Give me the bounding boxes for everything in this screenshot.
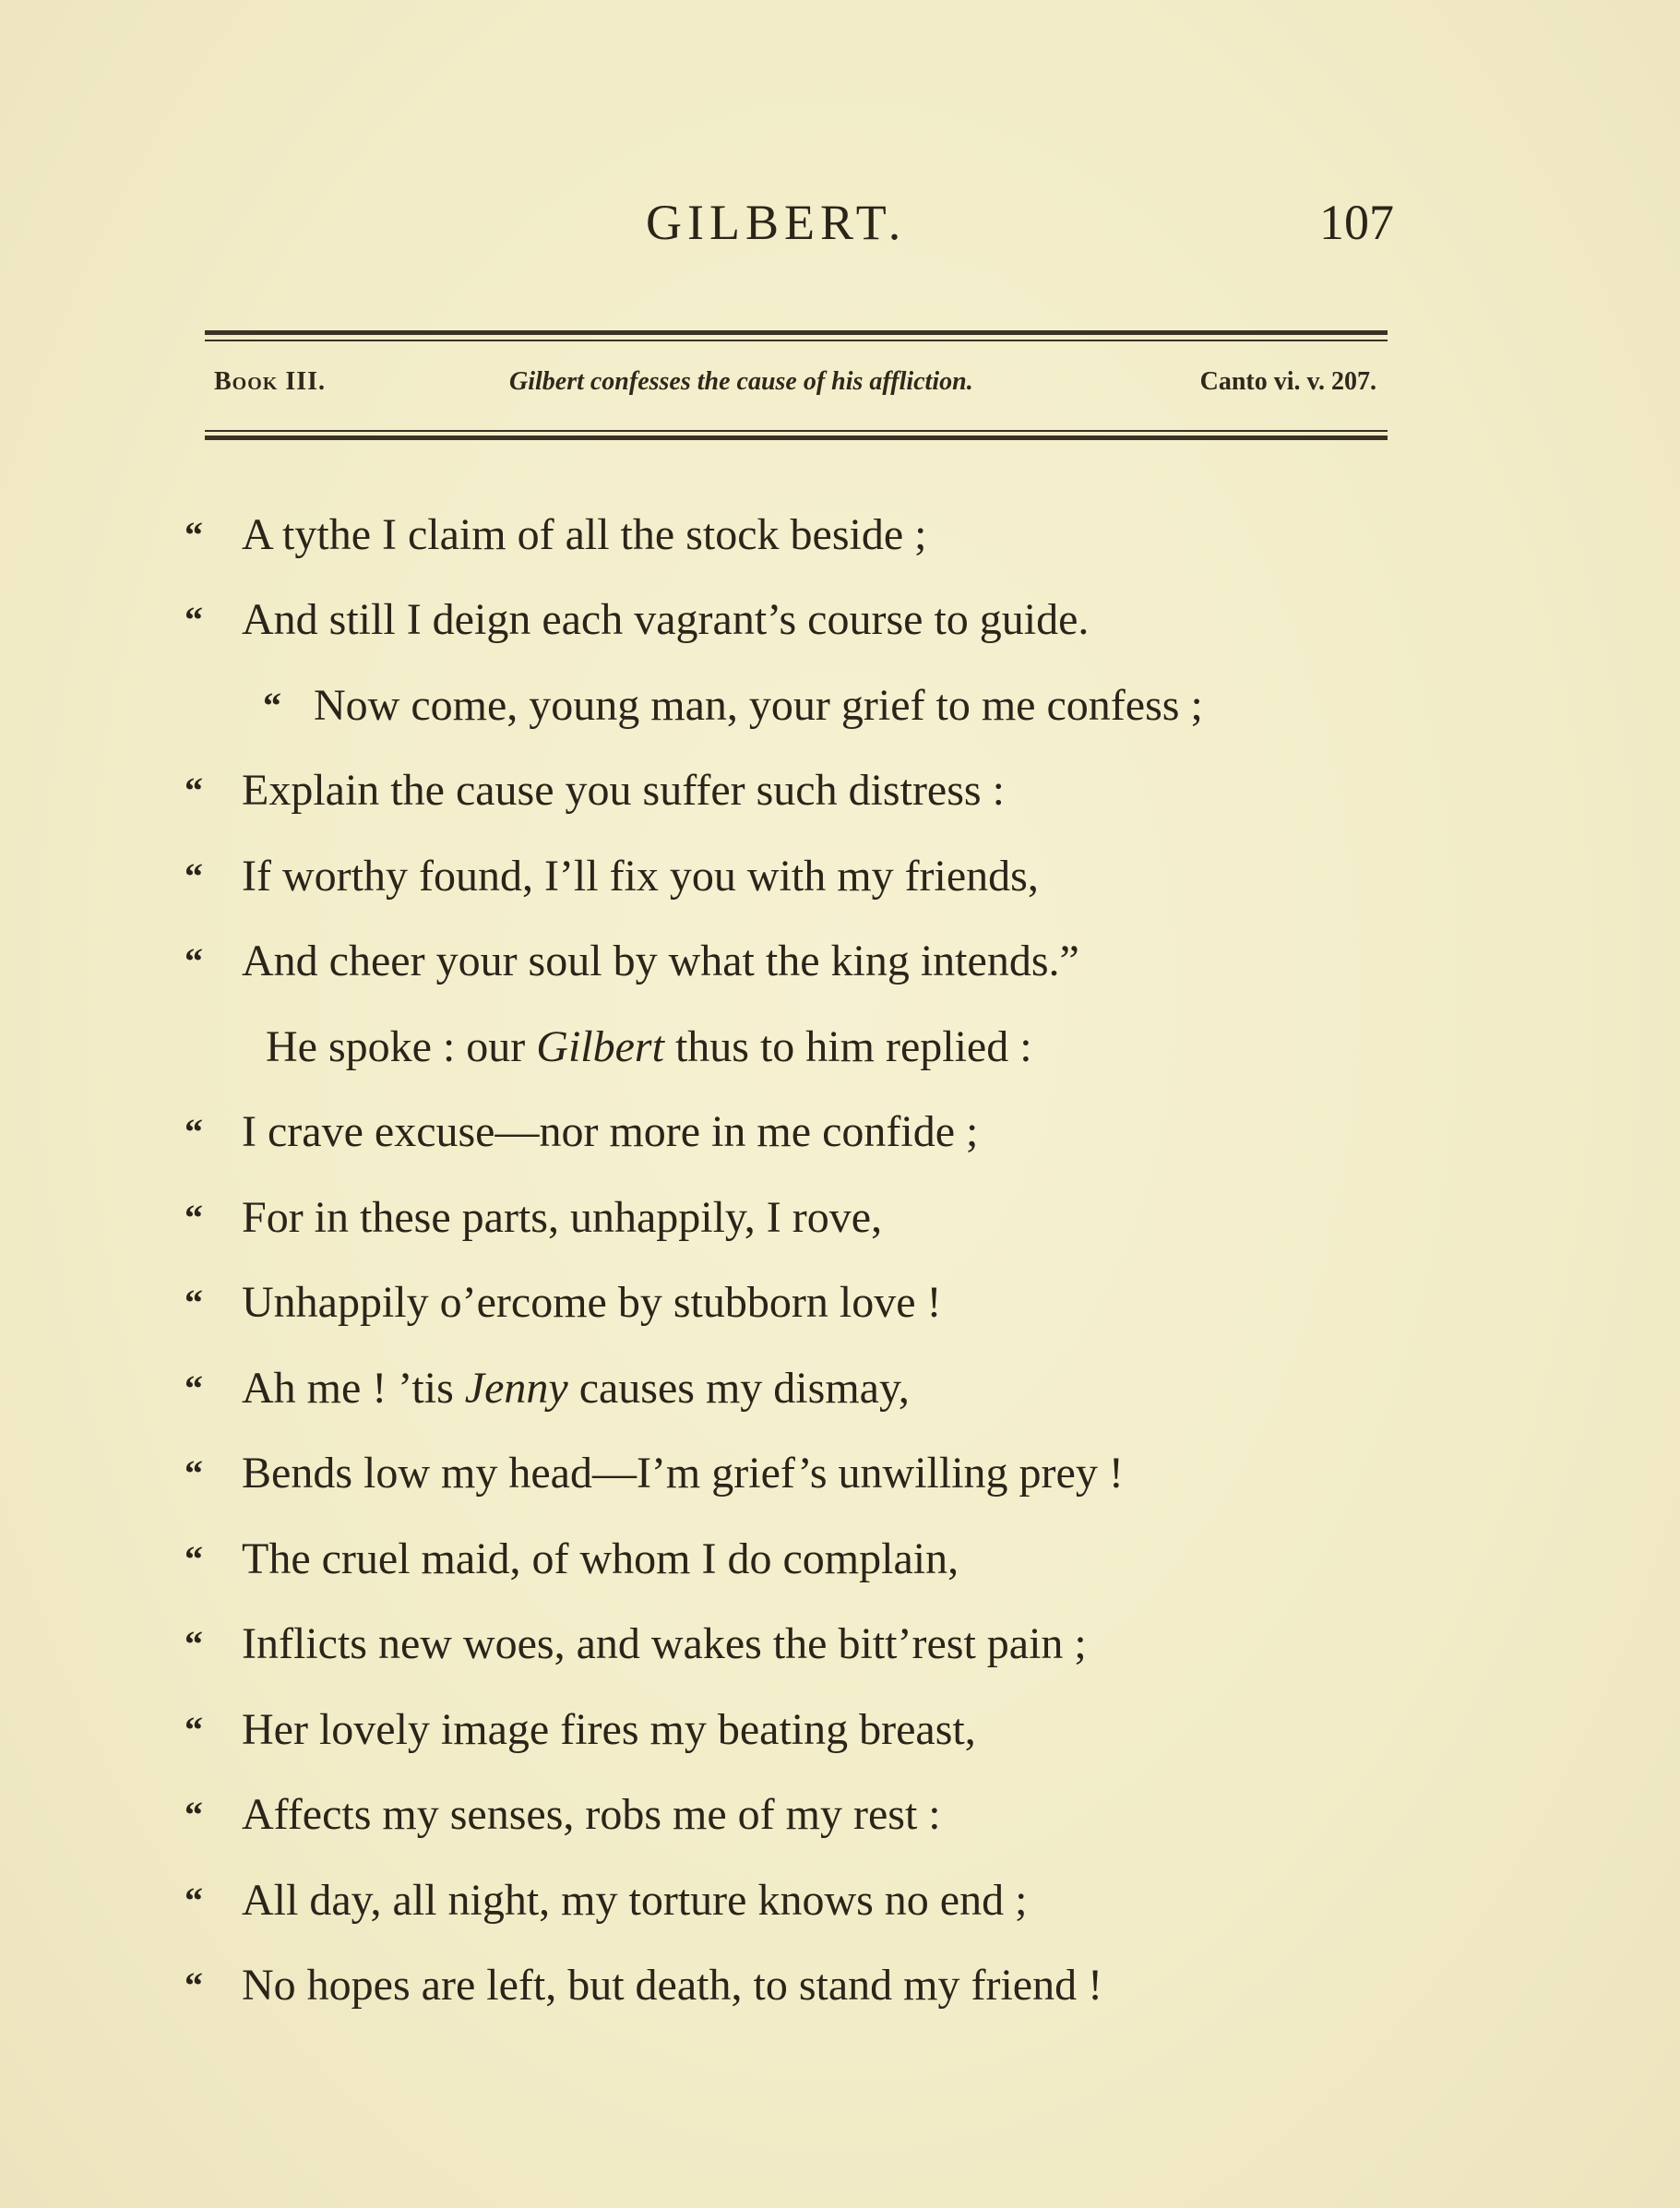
headline-canto: Canto vi. v. 207. bbox=[1199, 367, 1376, 396]
headline-rule-thick bbox=[205, 436, 1388, 440]
name-jenny: Jenny bbox=[464, 1364, 568, 1413]
headline-rule-thin bbox=[205, 430, 1388, 432]
quote-mark: “ bbox=[185, 1111, 203, 1152]
headline-subject: Gilbert confesses the cause of his affliction. bbox=[509, 367, 973, 396]
header-rule-thick bbox=[205, 330, 1388, 335]
header-rule-thin bbox=[205, 340, 1388, 341]
quote-mark: “ bbox=[185, 1623, 203, 1665]
name-gilbert: Gilbert bbox=[536, 1022, 664, 1071]
quote-mark: “ bbox=[185, 855, 203, 897]
quote-mark: “ bbox=[263, 685, 281, 726]
quote-mark: “ bbox=[185, 1197, 203, 1238]
quote-mark: “ bbox=[185, 1964, 203, 2006]
quote-mark: “ bbox=[185, 770, 203, 811]
running-title: GILBERT. bbox=[646, 195, 907, 250]
book-page: GILBERT. 107 Book III. Gilbert confesses the cause of his affliction. Canto vi. v. 207. “ A tythe I claim of all the stock beside ; “ And still I deign each vagrant’s course to guide. “ Now come, young man, your grief to me confess ; “ Explain the cause you suffer such distress : “ If worthy found, I’ll fix you with my friends, “ And cheer your soul by what the king intends.” He spoke : our Gilbert thus to him replied : “ I crave excuse—nor more in me confide ; “ For in these parts, unhappily, I rove, “ Unhappily o’ercome by stubborn love ! “ Ah me ! ’tis Jenny causes my dismay, “ Bends low my head—I’m grief’s unwilling prey ! “ The cruel maid, of whom I do complain, “ Inflicts new woes, and wakes the bitt’rest pain ; “ Her lovely image fires my beating breast, “ Affects my senses, robs me of my rest : “ All day, all night, my torture knows no end ; “ No hopes are left, but death, to stand my friend ! bbox=[0, 0, 1680, 2208]
headline-book: Book III. bbox=[214, 367, 327, 396]
quote-mark: “ bbox=[185, 1794, 203, 1835]
quote-mark: “ bbox=[185, 1367, 203, 1409]
page-number: 107 bbox=[1319, 195, 1394, 250]
quote-mark: “ bbox=[185, 514, 203, 555]
quote-mark: “ bbox=[185, 1709, 203, 1750]
quote-mark: “ bbox=[185, 940, 203, 982]
quote-mark: “ bbox=[185, 1282, 203, 1323]
quote-mark: “ bbox=[185, 1452, 203, 1494]
headline bbox=[214, 367, 1376, 404]
quote-mark: “ bbox=[185, 1538, 203, 1580]
quote-mark: “ bbox=[185, 1880, 203, 1921]
quote-mark: “ bbox=[185, 599, 203, 640]
